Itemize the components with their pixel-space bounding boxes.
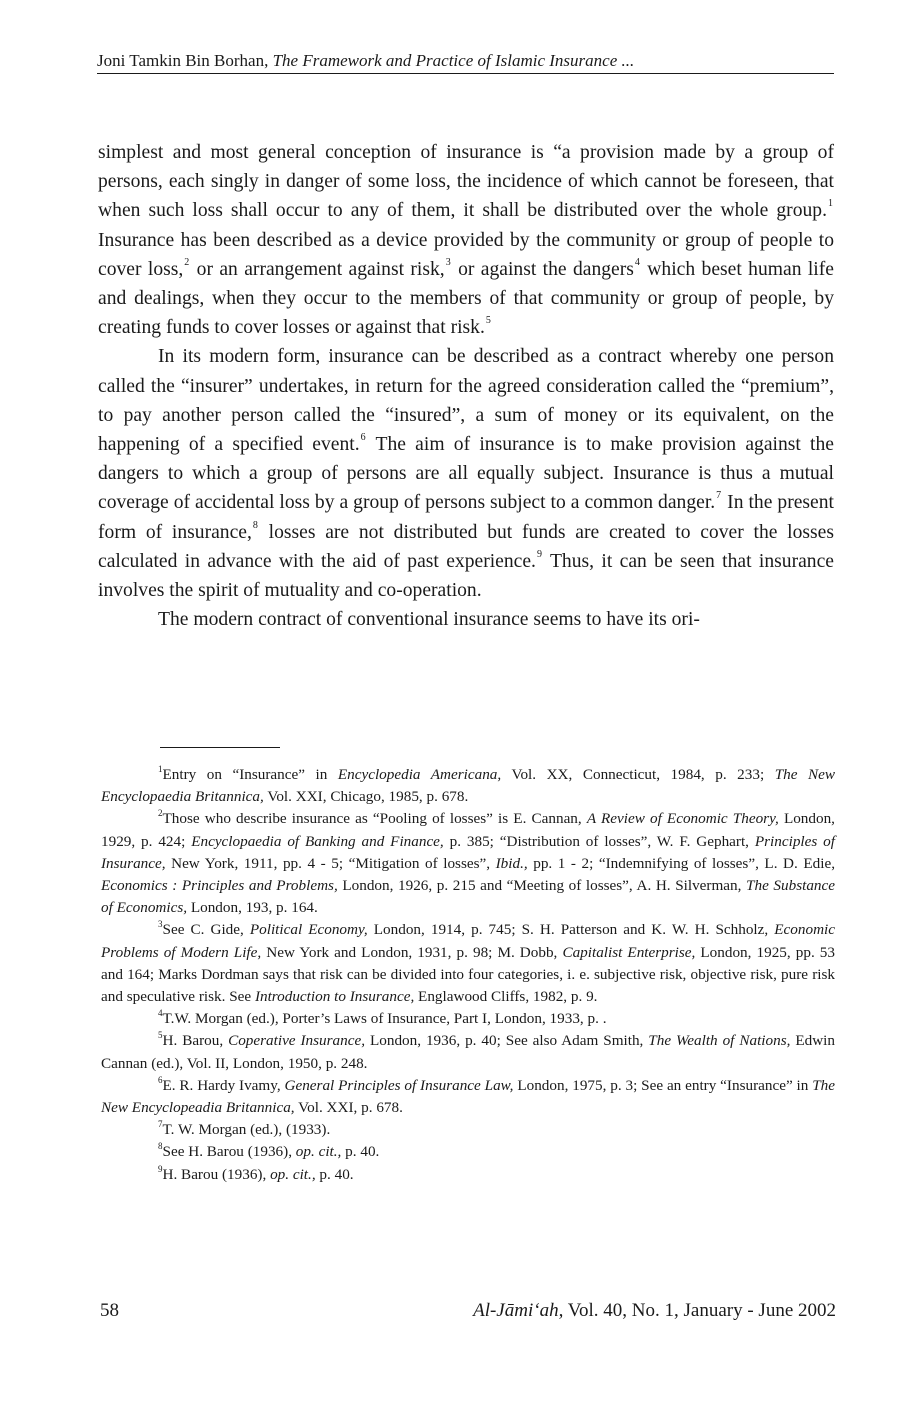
text-run: T. W. Morgan (ed.), (1933). xyxy=(162,1121,331,1139)
citation-title: A Review of Economic Theory, xyxy=(586,810,779,828)
paragraph-1 xyxy=(98,138,834,342)
citation-title: Encyclopaedia of Banking and Finance, xyxy=(191,832,444,850)
footnote-5 xyxy=(101,1030,835,1074)
footnote-ref-5[interactable]: 5 xyxy=(485,315,491,327)
text-run: E. R. Hardy Ivamy, xyxy=(162,1076,285,1094)
text-run: Vol. XX, Connecticut, 1984, p. 233; xyxy=(501,766,775,783)
footnote-number: 6 xyxy=(158,1074,163,1085)
text-run: Vol. XXI, Chicago, 1985, p. 678. xyxy=(263,788,469,806)
text-run: London, 1929, p. 424; xyxy=(101,810,835,850)
footnote-ref-3[interactable]: 3 xyxy=(445,256,451,268)
citation-title: The Substance of Economics, xyxy=(101,877,835,917)
text-run: Insurance has been described as a device provided by the community or group of people to cover loss, xyxy=(98,229,834,280)
paragraph-3: The modern contract of conventional insurance seems to have its ori- xyxy=(158,609,700,631)
footnote-6 xyxy=(101,1075,835,1119)
citation-title: Political Economy, xyxy=(249,921,368,939)
footnote-9 xyxy=(101,1164,835,1186)
citation-title: Economic Problems of Modern Life, xyxy=(101,921,835,961)
citation-title: Economics : Principles and Problems, xyxy=(101,877,338,895)
footnote-number: 2 xyxy=(158,808,163,819)
page-number: 58 xyxy=(100,1300,119,1321)
text-run: London, 1914, p. 745; S. H. Patterson and K. W. H. Schholz, xyxy=(367,921,775,939)
footnote-number: 8 xyxy=(158,1141,163,1152)
footnote-ref-6[interactable]: 6 xyxy=(360,432,366,444)
footnote-4 xyxy=(101,1008,835,1030)
footnote-2 xyxy=(101,808,835,919)
text-run: H. Barou (1936), xyxy=(162,1165,271,1183)
header-title: The Framework and Practice of Islamic Insurance ... xyxy=(272,51,635,70)
footnote-number: 7 xyxy=(158,1119,163,1130)
footnotes xyxy=(101,764,835,1186)
citation-title: Ibid., xyxy=(495,854,528,872)
text-run: simplest and most general conception of insurance is “a provision made by a group of persons, each singly in danger of some loss, the incidence of which cannot be foreseen, that when such loss shall occur to any of them, it shall be distributed over the whole group. xyxy=(98,142,834,222)
text-run: which beset human life and dealings, when they occur to the members of that community or group of people, by creating funds to cover losses or against that risk. xyxy=(98,258,834,339)
text-run: Those who describe insurance as “Pooling of losses” is E. Cannan, xyxy=(162,810,587,828)
text-run: London, 193, p. 164. xyxy=(187,899,318,917)
footnote-ref-1[interactable]: 1 xyxy=(828,198,833,210)
citation-title: The New Encyclopaedia Britannica, xyxy=(101,766,835,806)
text-run: T.W. Morgan (ed.), Porter’s Laws of Insurance, Part I, London, 1933, p. . xyxy=(162,1010,607,1028)
text-run: The aim of insurance is to make provision against the dangers to which a group of persons are all equally subject. Insurance is thus a mutual coverage of accidental loss by a group of persons subject to a common danger. xyxy=(98,434,834,514)
citation-title: The New Encyclopeadia Britannica, xyxy=(101,1076,835,1117)
text-run: or against the dangers xyxy=(451,258,634,280)
text-run: New York, 1911, pp. 4 - 5; “Mitigation of losses”, xyxy=(165,854,496,872)
citation-title: Encyclopedia Americana, xyxy=(337,766,502,783)
text-run: Edwin Cannan (ed.), Vol. II, London, 1950, p. 248. xyxy=(101,1032,836,1072)
journal-citation xyxy=(473,1300,836,1322)
text-run: Englawood Cliffs, 1982, p. 9. xyxy=(414,988,598,1006)
citation-title: Capitalist Enterprise, xyxy=(562,943,696,961)
text-run: Thus, it can be seen that insurance involves the spirit of mutuality and co-operation. xyxy=(98,550,834,602)
citation-title: Introduction to Insurance, xyxy=(254,988,415,1006)
text-run: London, 1975, p. 3; See an entry “Insurance” in xyxy=(513,1076,813,1094)
footnote-number: 5 xyxy=(158,1030,163,1041)
text-run: p. 385; “Distribution of losses”, W. F. Gephart, xyxy=(443,832,755,850)
footnote-ref-2[interactable]: 2 xyxy=(184,256,190,268)
citation-title: General Principles of Insurance Law, xyxy=(284,1076,514,1094)
journal-name: Al-Jāmi‘ah, xyxy=(473,1300,564,1321)
text-run: London, 1925, pp. 53 and 164; Marks Dordman says that risk can be divided into four categories, i. e. subjective risk, objective risk, pure risk and speculative risk. See xyxy=(101,943,835,1006)
text-run: p. 40. xyxy=(315,1165,354,1183)
text-run: See H. Barou (1936), xyxy=(162,1143,296,1161)
text-run: Vol. XXI, p. 678. xyxy=(294,1099,403,1117)
text-run: Entry on “Insurance” in xyxy=(162,766,338,783)
main-text xyxy=(98,138,834,634)
text-run: London, 1936, p. 40; See also Adam Smith, xyxy=(365,1032,649,1050)
text-run: pp. 1 - 2; “Indemnifying of losses”, L. D. Edie, xyxy=(527,854,835,872)
text-run: London, 1926, p. 215 and “Meeting of losses”, A. H. Silverman, xyxy=(337,877,747,895)
footnote-divider xyxy=(160,747,280,748)
footnote-number: 3 xyxy=(158,919,163,930)
text-run: or an arrangement against risk, xyxy=(190,258,445,280)
text-run: H. Barou, xyxy=(162,1032,229,1050)
footnote-ref-4[interactable]: 4 xyxy=(634,256,640,268)
citation-title: Coperative Insurance, xyxy=(228,1032,366,1050)
footnote-7 xyxy=(101,1119,835,1141)
footnote-ref-9[interactable]: 9 xyxy=(536,548,542,560)
footnote-ref-8[interactable]: 8 xyxy=(252,519,258,531)
footnote-number: 4 xyxy=(158,1008,163,1019)
footnote-number: 9 xyxy=(158,1163,163,1174)
footnote-3 xyxy=(101,919,835,1008)
footnote-number: 1 xyxy=(158,764,163,774)
journal-issue: Vol. 40, No. 1, January - June 2002 xyxy=(563,1300,836,1321)
footnote-ref-7[interactable]: 7 xyxy=(716,490,722,502)
page-footer xyxy=(100,1300,836,1328)
footnote-8 xyxy=(101,1141,835,1163)
citation-title: The Wealth of Nations, xyxy=(648,1032,791,1050)
footnote-1 xyxy=(101,764,835,808)
text-run: New York and London, 1931, p. 98; M. Dobb, xyxy=(261,943,563,961)
citation-title: Principles of Insurance, xyxy=(101,832,835,872)
text-run: In the present form of insurance, xyxy=(98,492,834,543)
running-header xyxy=(97,50,834,74)
citation-title: op. cit., xyxy=(270,1165,316,1183)
text-run: In its modern form, insurance can be described as a contract whereby one person called the “insurer” undertakes, in return for the agreed consideration called the “premium”, to pay another person called the “insured”, a sum of money or its equivalent, on the happening of a specified event. xyxy=(98,346,834,456)
text-run: losses are not distributed but funds are created to cover the losses calculated in advance with the aid of past experience. xyxy=(98,521,834,572)
paragraph-2 xyxy=(98,342,834,605)
text-run: p. 40. xyxy=(341,1143,380,1161)
citation-title: op. cit., xyxy=(295,1143,342,1161)
text-run: See C. Gide, xyxy=(162,921,250,939)
header-author: Joni Tamkin Bin Borhan, xyxy=(97,51,269,70)
